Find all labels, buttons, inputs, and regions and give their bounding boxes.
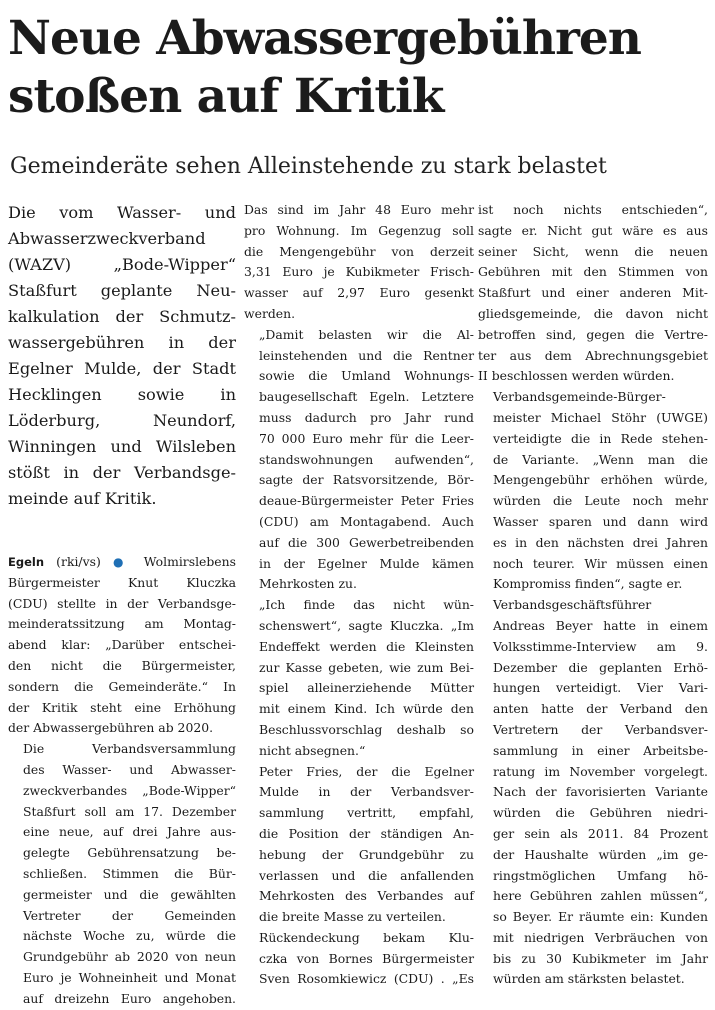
paragraph-7: Verbandsgemeinde-Bürger- meister Michael Stöhr (UWGE) verteidigte die in Rede stehen- de Variante. „Wenn man die Mengengebühr erhöhen würde, würden die Leute noch mehr Wasser sparen und dann wird es in den nächsten drei Jahren noch teurer. Wir müssen einen Kompromiss finden“, sagte er. <box>493 389 708 592</box>
headline-line-2: stoßen auf Kritik <box>8 69 444 124</box>
paragraph-5: Peter Fries, der die Egelner Mulde in der Verbandsver- sammlung vertritt, empfahl, die Position der ständigen An- hebung der Grundgebühr zu verlassen und die anfallenden Mehrkosten des Verbandes auf die breite Masse zu verteilen. <box>259 763 474 925</box>
paragraph-4: „Ich finde das nicht wün- schenswert“, sagte Kluczka. „Im Endeffekt werden die Kleinsten zur Kasse gebeten, wie zum Bei- spiel alleinerziehende Mütter mit einem Kind. Ich würde den Beschlussvorschlag deshalb so nicht absegnen.“ <box>259 597 474 758</box>
column-2 <box>244 200 474 990</box>
paragraph-3: „Damit belasten wir die Al- leinstehenden und die Rentner sowie die Umland Wohnungs- baugesellschaft Egeln. Letztere muss dadurch pro Jahr rund 70 000 Euro mehr für die Leer- standswohnungen aufwenden“, sagte der Ratsvorsitzende, Bör- deaue-Bürgermeister Peter Fries (CDU) am Montagabend. Auch auf die 300 Gewerbetreibenden in der Egelner Mulde kämen Mehrkosten zu. <box>259 326 474 592</box>
column-1 <box>8 200 236 1010</box>
bullet-dot-icon: ● <box>112 555 132 569</box>
paragraph-8: Verbandsgeschäftsführer Andreas Beyer hatte in einem Volksstimme-Interview am 9. Dezember die geplanten Erhö- hungen verteidigt. Vier Vari- anten hatte der Verband den Vertretern der Verbandsver- sammlung in einer Arbeitsbe- ratung im November vorgelegt. Nach der favorisierten Variante würden die Gebühren niedri- ger sein als 2011. 84 Prozent der Haushalte würden „im ge- ringstmöglichen Umfang hö- here Gebühren zahlen müssen“, so Beyer. Er räumte ein: Kunden mit niedrigen Verbräuchen von bis zu 30 Kubikmeter im Jahr würden am stärksten belastet. <box>493 597 708 987</box>
headline <box>8 10 708 126</box>
paragraph-2-continued: Das sind im Jahr 48 Euro mehr pro Wohnung. Im Gegenzug soll die Mengengebühr von derzeit 3,31 Euro je Kubikmeter Frisch- wasser auf 2,97 Euro gesenkt werden. <box>244 202 474 321</box>
lead-paragraph: Die vom Wasser- und Abwasserzweckverband (WAZV) „Bode-Wipper“ Staßfurt geplante Neu- kalkulation der Schmutz- wassergebühren in der Egelner Mulde, der Stadt Hecklingen sowie in Löderburg, Neundorf, Winningen und Wilsleben stößt in der Verbandsge- meinde auf Kritik. <box>8 203 236 508</box>
paragraph-6: Rückendeckung bekam Klu- czka von Bornes Bürgermeister Sven Rosomkiewicz (CDU) . „Es <box>259 929 474 987</box>
paragraph-2: Die Verbandsversammlung des Wasser- und Abwasser- zweckverbandes „Bode-Wipper“ Staßfurt soll am 17. Dezember eine neue, auf drei Jahre aus- gelegte Gebührensatzung be- schließen. Stimmen die Bür- germeister und die gewählten Vertreter der Gemeinden nächste Woche zu, würde die Grundgebühr ab 2020 von neun Euro je Wohneinheit und Monat auf dreizehn Euro angehoben. <box>23 741 236 1006</box>
column-3 <box>478 200 708 990</box>
dateline: Egeln <box>8 555 45 569</box>
headline-line-1: Neue Abwassergebühren <box>8 11 641 66</box>
paragraph-1: Egeln (rki/vs) ● Wolmirslebens Bürgermeister Knut Kluczka (CDU) stellte in der Verbandsge- meinderatssitzung am Montag- abend klar: „Darüber entschei- den nicht die Bürgermeister, sondern die Gemeinderäte.“ In der Kritik steht eine Erhöhung der Abwassergebühren ab 2020. <box>8 554 236 736</box>
paragraph-6-continued: ist noch nichts entschieden“, sagte er. Nicht gut wäre es aus seiner Sicht, wenn die neuen Gebühren mit den Stimmen von Staßfurt und einer anderen Mit- gliedsgemeinde, die davon nicht betroffen sind, gegen die Vertre- ter aus dem Abrechnungsgebiet II beschlossen werden würden. <box>478 202 708 384</box>
subheadline: Gemeinderäte sehen Alleinstehende zu stark belastet <box>10 154 607 179</box>
